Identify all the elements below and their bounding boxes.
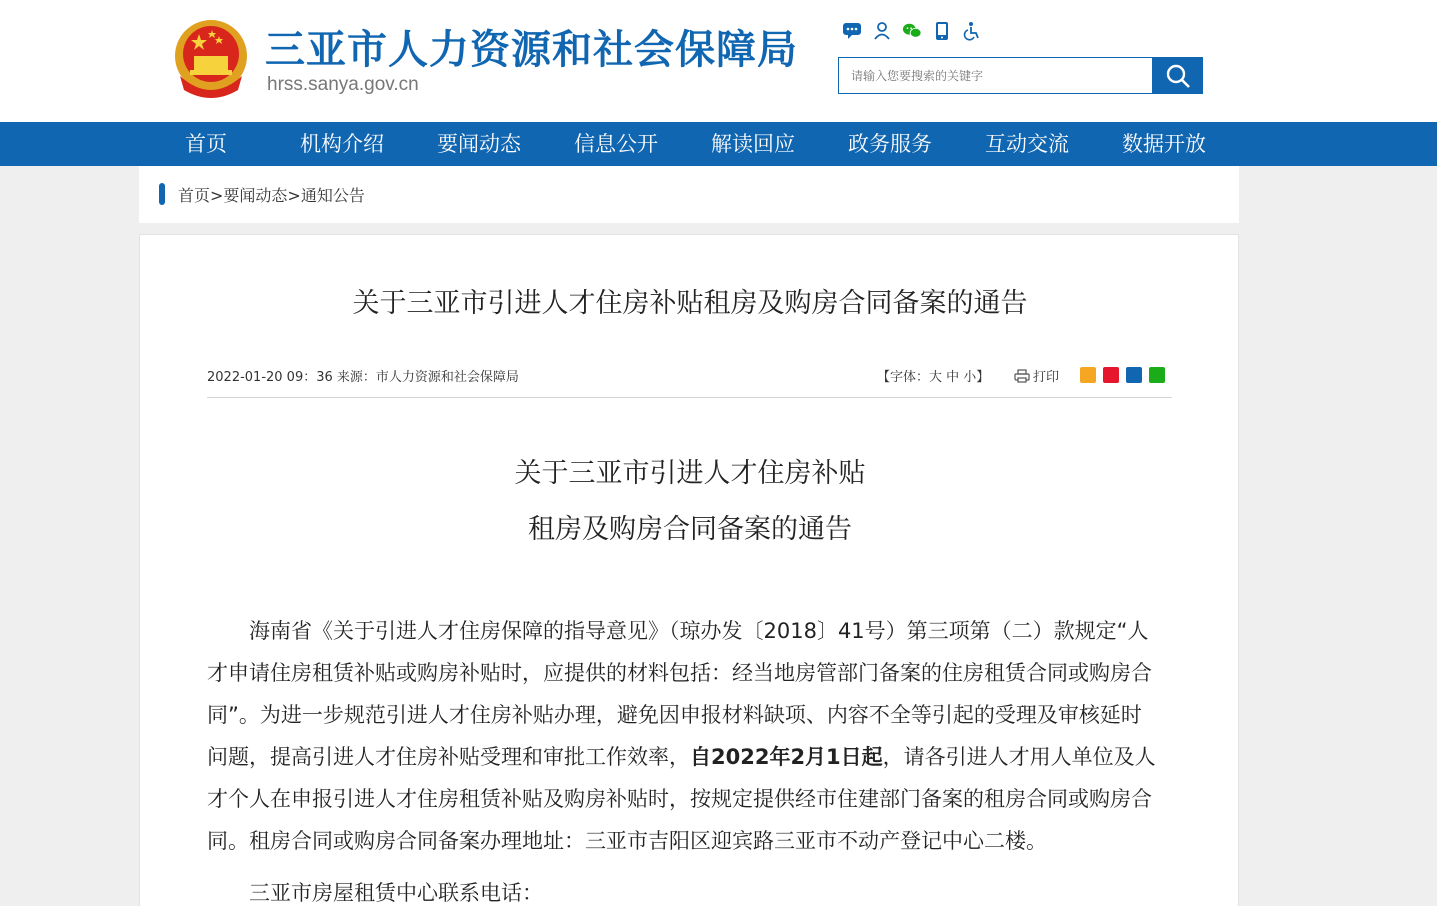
- article-paragraph-1: [207, 610, 1177, 862]
- search-button[interactable]: [1152, 57, 1203, 94]
- mobile-icon[interactable]: [932, 20, 952, 42]
- print-button[interactable]: [1014, 366, 1059, 385]
- article-meta: 2022-01-20 09：36 来源：市人力资源和社会保障局: [207, 370, 519, 385]
- effective-date-highlight: 自2022年2月1日起: [690, 745, 883, 769]
- nav-item-home[interactable]: 首页: [185, 132, 227, 156]
- paragraph-line: 才申请住房租赁补贴或购房补贴时，应提供的材料包括：经当地房管部门备案的住房租赁合同或购房合: [207, 661, 1152, 685]
- header-toolbar: [842, 20, 982, 42]
- print-label: 打印: [1033, 370, 1060, 385]
- chat-icon[interactable]: [842, 20, 862, 42]
- nav-item-interpretation[interactable]: 解读回应: [711, 132, 795, 156]
- paragraph-line: 同”。为进一步规范引进人才住房补贴办理，避免因申报材料缺项、内容不全等引起的受理及审核延时: [207, 703, 1142, 727]
- weibo-share-icon[interactable]: [1103, 367, 1119, 383]
- share-bar: [1080, 367, 1165, 383]
- people-share-icon[interactable]: [1126, 367, 1142, 383]
- national-emblem-icon[interactable]: [172, 16, 250, 100]
- article-panel: [139, 234, 1239, 906]
- article-paragraph-2: [207, 872, 1177, 906]
- breadcrumb-text[interactable]: 首页>要闻动态>通知公告: [178, 186, 365, 205]
- paragraph-line: 海南省《关于引进人才住房保障的指导意见》（琼办发〔2018〕41号）第三项第（二）款规定“人: [207, 619, 1149, 643]
- user-icon[interactable]: [872, 20, 892, 42]
- nav-item-open-data[interactable]: 数据开放: [1122, 132, 1206, 156]
- content-subtitle-line1: 关于三亚市引进人才住房补贴: [514, 458, 866, 489]
- nav-item-services[interactable]: 政务服务: [848, 132, 932, 156]
- nav-item-info[interactable]: 信息公开: [574, 132, 658, 156]
- paragraph-line: 同。租房合同或购房合同备案办理地址：三亚市吉阳区迎宾路三亚市不动产登记中心二楼。: [207, 829, 1047, 853]
- site-title[interactable]: 三亚市人力资源和社会保障局: [265, 27, 798, 73]
- accessibility-icon[interactable]: [962, 20, 982, 42]
- paragraph-line: 才个人在申报引进人才住房租赁补贴及购房补贴时，按规定提供经市住建部门备案的租房合同或购房合: [207, 787, 1152, 811]
- site-header: [0, 0, 1437, 122]
- search-icon: [1165, 63, 1191, 89]
- printer-icon: [1014, 369, 1030, 383]
- paragraph-text: 问题，提高引进人才住房补贴受理和审批工作效率，: [207, 745, 690, 769]
- wechat-icon[interactable]: [902, 20, 922, 42]
- content-subtitle-line2: 租房及购房合同备案的通告: [528, 514, 852, 545]
- qzone-share-icon[interactable]: [1080, 367, 1096, 383]
- nav-item-news[interactable]: 要闻动态: [437, 132, 521, 156]
- search-input[interactable]: 请输入您要搜索的关键字: [838, 57, 1153, 94]
- paragraph-text: ，请各引进人才用人单位及人: [882, 745, 1156, 769]
- article-title: 关于三亚市引进人才住房补贴租房及购房合同备案的通告: [352, 288, 1028, 319]
- paragraph-line: 三亚市房屋租赁中心联系电话：: [207, 881, 543, 905]
- meta-divider: [207, 397, 1172, 398]
- paragraph-line: [207, 736, 1177, 778]
- nav-item-about[interactable]: 机构介绍: [300, 132, 384, 156]
- font-size-control[interactable]: 【字体：大 中 小】: [877, 370, 990, 385]
- main-nav: [0, 122, 1437, 166]
- breadcrumb: [139, 166, 1239, 223]
- site-url: hrss.sanya.gov.cn: [267, 74, 419, 95]
- nav-item-interaction[interactable]: 互动交流: [985, 132, 1069, 156]
- wechat-share-icon[interactable]: [1149, 367, 1165, 383]
- breadcrumb-marker: [159, 183, 165, 205]
